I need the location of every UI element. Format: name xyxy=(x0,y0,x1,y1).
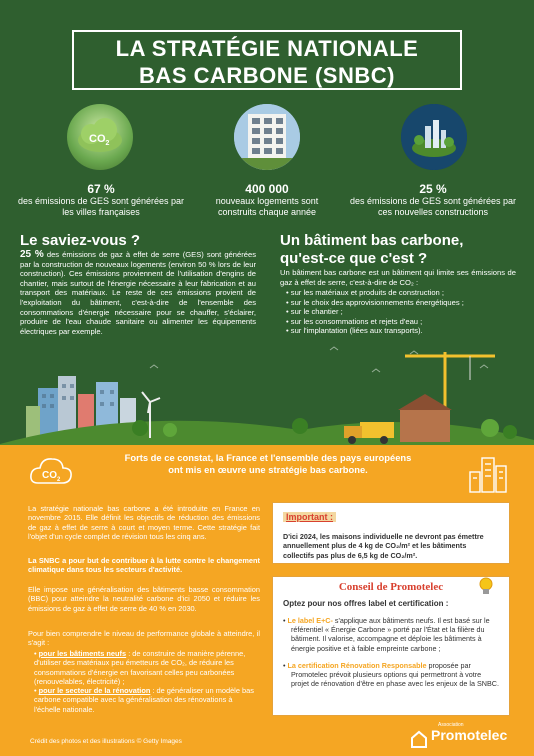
conseil-title: Conseil de Promotelec xyxy=(338,581,444,593)
list-item xyxy=(34,686,260,714)
banner-text xyxy=(93,452,443,476)
saviez-lead: 25 % xyxy=(20,249,44,260)
buildings-outline-icon xyxy=(466,452,510,494)
snbc-bbc: Elle impose une généralisation des bâtiments basse consommation (BBC) pour atteindre la neutralité carbone d'ici 2050 et réduire les émissions de gaz à effet de serre de 40 % en 2030. xyxy=(28,585,260,613)
batiment-heading-line1: Un bâtiment bas carbone, xyxy=(280,232,464,249)
lightbulb-icon xyxy=(477,576,495,598)
stat-constructions xyxy=(348,182,518,218)
co2-label: CO xyxy=(89,133,106,145)
banner-line2: ont mis en œuvre une stratégie bas carbone. xyxy=(168,464,368,475)
list-item: • sur le chantier ; xyxy=(286,307,518,317)
snbc-intro: La stratégie nationale bas carbone a été introduite en France en novembre 2015. Elle définit les objectifs de réduction des émissions de gaz à effet de serre à court et moyen terme. Cette stratégie fait l'objet d'un cycle complet de révision tous les cinq ans. xyxy=(28,504,260,541)
city-island-icon xyxy=(401,104,467,170)
list-item: • La certification Rénovation Responsable proposée par Promotelec prévoit plusieurs options qui permettront à votre projet de rénovation d'être en phase avec les enjeux de la SNBC. xyxy=(283,660,499,689)
saviez-heading: Le saviez-vous ? xyxy=(20,232,141,249)
saviez-body: des émissions de gaz à effet de serre (GES) sont générées par la construction de nouveaux logements (environ 50 % lors de leur construction). Ces émissions proviennent de l'utilisation d'engins de chantier, mais surtout de l'énergie nécessaire à leur fabrication et au transport des matériaux. Le reste de ces émissions provient de l'exploitation du bâtiment, c'est-à-dire de l'ensemble des consommations d'énergie nécessaire pour se chauffer, s'éclairer, produire de l'eau chaude sanitaire ou alimenter les équipements électriques par exemple. xyxy=(20,250,256,336)
stat-text: des émissions de GES sont générées par ces nouvelles constructions xyxy=(349,196,517,217)
batiment-heading-line2: qu'est-ce que c'est ? xyxy=(280,250,428,267)
list-item: • sur les consommations et rejets d'eau ; xyxy=(286,317,518,327)
co2-sub: 2 xyxy=(105,140,110,147)
stat-value: 25 % xyxy=(419,182,447,196)
list-item: • sur l'implantation (liées aux transports). xyxy=(286,326,518,336)
snbc-performance-intro: Pour bien comprendre le niveau de performance globale à atteindre, il s'agit : xyxy=(28,629,260,648)
batiment-intro: Un bâtiment bas carbone est un bâtiment qui limite ses émissions de gaz à effet de serre, c'est-à-dire de CO₂ : xyxy=(280,268,516,287)
co2-cloud-image xyxy=(67,104,133,170)
label-link[interactable]: Le label E+C- xyxy=(287,616,333,625)
stat-value: 400 000 xyxy=(245,182,289,196)
conseil-card xyxy=(272,576,510,716)
important-card xyxy=(272,502,510,564)
svg-text:CO2 xyxy=(42,470,61,483)
city-construction-illustration xyxy=(0,310,534,450)
stat-text: nouveaux logements sont construits chaque année xyxy=(215,196,319,217)
important-text: D'ici 2024, les maisons individuelle ne devront pas émettre annuellement plus de 4 kg de CO₂/m² et les bâtiments collectifs pas plus de 6,5 kg de CO₂/m². xyxy=(283,532,484,560)
item-text: proposée par Promotelec prévoit plusieurs options qui permettront à votre projet de rénovation d'être en phase avec les enjeux de la SNBC. xyxy=(291,660,499,689)
logo-name: Promotelec xyxy=(431,727,508,743)
stat-logements xyxy=(182,182,352,218)
certification-link[interactable]: La certification Rénovation Responsable xyxy=(287,660,427,670)
snbc-goal-text: La SNBC a pour but de contribuer à la lutte contre le changement climatique dans tous les secteurs d'activité. xyxy=(28,556,260,575)
list-item: • Le label E+C- s'applique aux bâtiments neufs. Il est basé sur le référentiel « Énergie Carbone » porté par l'État et la filière du bâtiment. Il valorise, accompagne et déploie les bâtiments à énergie positive et à faible empreinte carbone ; xyxy=(283,616,490,653)
green-city-image xyxy=(401,104,467,170)
co2-icon-sub: 2 xyxy=(57,477,61,483)
page-title xyxy=(72,30,462,90)
bullet-text: : de généraliser un modèle bas carbone compatible avec la généralisation des rénovations à l'échelle nationale. xyxy=(34,686,254,714)
house-logo-icon xyxy=(410,730,428,748)
stat-value: 67 % xyxy=(87,182,115,196)
co2-cloud-icon xyxy=(28,453,74,489)
list-item xyxy=(34,649,260,686)
logo-association: Association xyxy=(438,722,464,728)
item-text: s'applique aux bâtiments neufs. Il est basé sur le référentiel « Énergie Carbone » porté par l'État et la filière du bâtiment. Il valorise, accompagne et déploie les bâtiments à énergie positive et à faible empreinte carbone ; xyxy=(291,616,490,653)
conseil-subtitle: Optez pour nos offres label et certification : xyxy=(283,599,449,608)
snbc-goal xyxy=(28,556,260,575)
conseil-list xyxy=(283,616,499,688)
building-image xyxy=(234,104,300,170)
stat-villes xyxy=(16,182,186,218)
co2-icon-label: CO xyxy=(42,470,57,481)
bullet-text: : de construire de manière pérenne, d'utiliser des matériaux peu émetteurs de CO₂, de réduire les consommations d'énergie en favorisant celles peu carbonées (renouvelables, électricité) ; xyxy=(34,649,246,686)
batiment-heading xyxy=(280,232,520,268)
cloud-icon xyxy=(67,104,133,170)
important-title: Important : xyxy=(283,512,336,522)
snbc-performance-list xyxy=(34,649,260,714)
banner-line1: Forts de ce constat, la France et l'ensemble des pays européens xyxy=(124,452,412,463)
photo-credit: Crédit des photos et des illustrations © Getty Images xyxy=(30,738,182,745)
list-item: • sur le choix des approvisionnements énergétiques ; xyxy=(286,298,518,308)
bullet-label: pour les bâtiments neufs xyxy=(38,649,127,658)
list-item: • sur les matériaux et produits de construction ; xyxy=(286,288,518,298)
stat-text: des émissions de GES sont générées par les villes françaises xyxy=(17,196,185,217)
building-icon xyxy=(234,104,300,170)
title-line-1: LA STRATÉGIE NATIONALE xyxy=(115,36,419,61)
title-line-2: BAS CARBONE (SNBC) xyxy=(139,63,395,88)
bullet-label: pour le secteur de la rénovation xyxy=(38,686,151,696)
